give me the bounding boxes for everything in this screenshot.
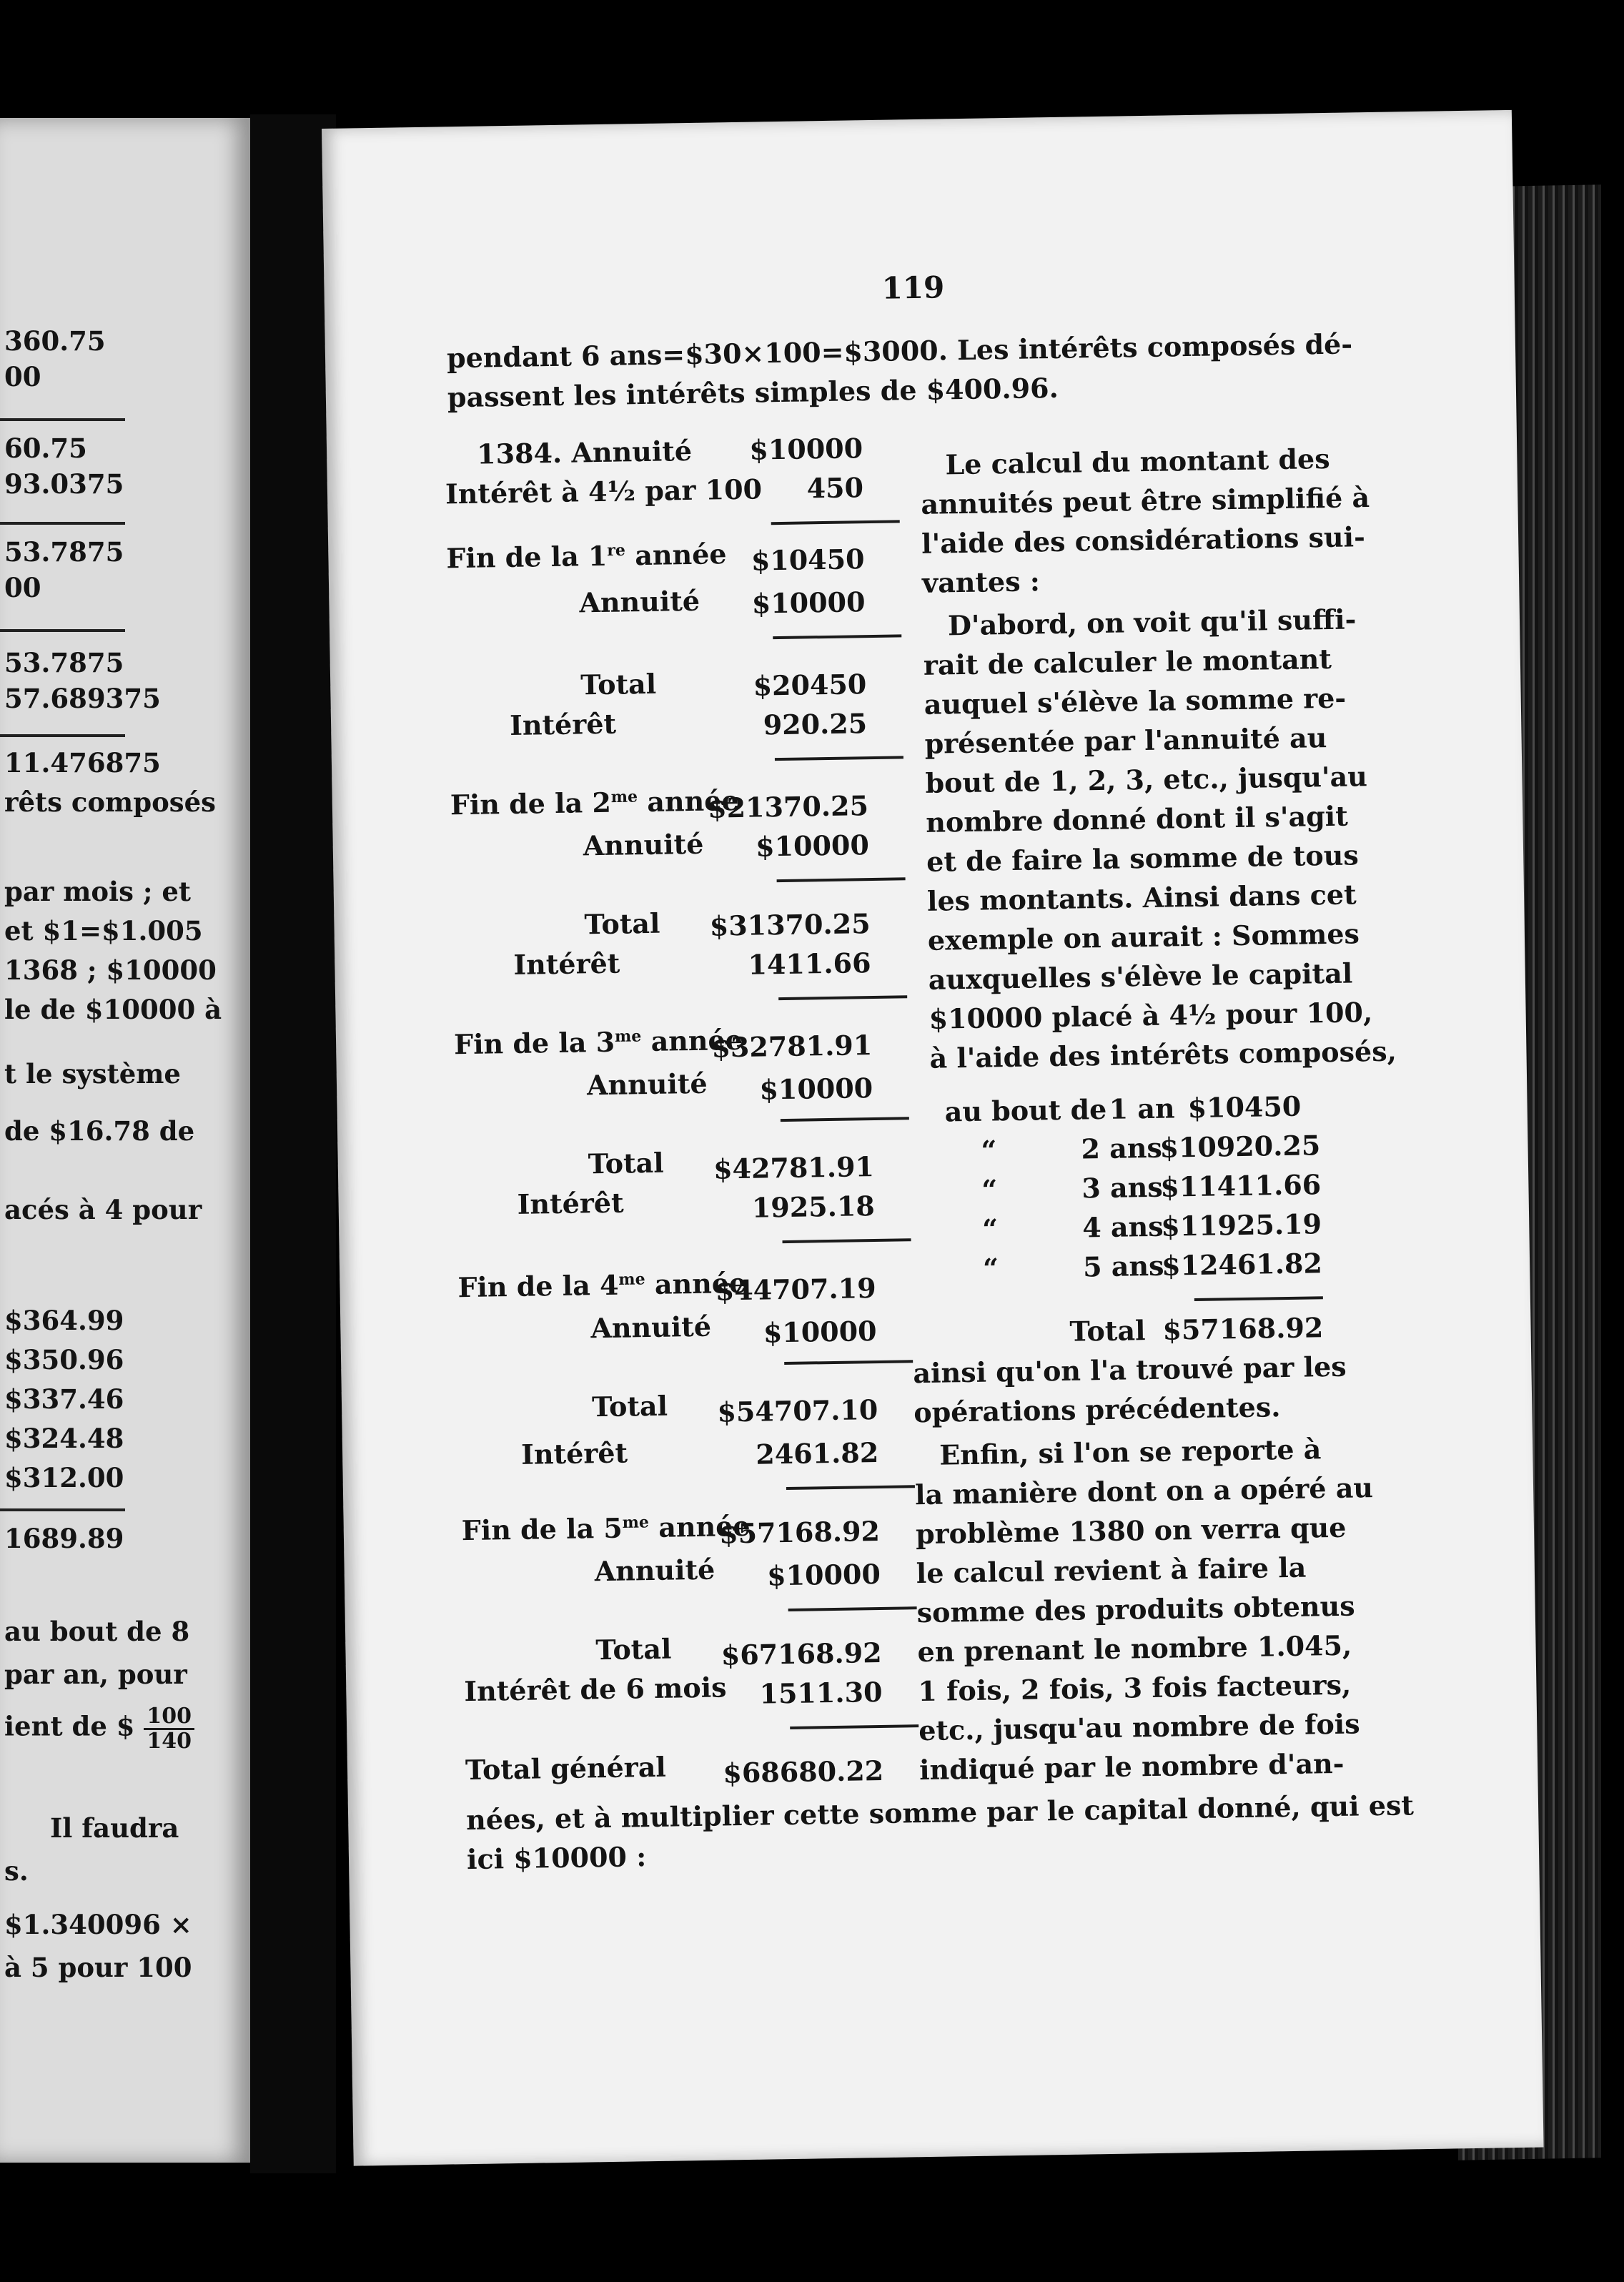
body-line: nées, et à multiplier cette somme par le capital donné, qui est	[465, 1789, 1415, 1837]
table-row-value: $10450	[751, 543, 865, 577]
table-row-label: Total	[595, 1632, 672, 1666]
table-row-label: Total	[588, 1146, 665, 1180]
table-row-value: 1925.18	[751, 1190, 876, 1224]
left-rule	[0, 629, 125, 632]
grand-total-label: Total général	[465, 1750, 667, 1787]
table-row-value: $67168.92	[721, 1636, 882, 1671]
body-line: ainsi qu'on l'a trouvé par les	[913, 1350, 1347, 1390]
table-row-label: Total	[580, 667, 657, 701]
left-line: $350.96	[4, 1344, 124, 1375]
sum-value: $12461.82	[1161, 1247, 1323, 1282]
left-line: 60.75	[4, 433, 87, 464]
sum-mark: “	[981, 1134, 997, 1167]
sum-mark: “	[981, 1173, 998, 1206]
body-line: auquel s'élève la somme re-	[924, 681, 1347, 721]
left-line: à 5 pour 100	[4, 1952, 192, 1983]
body-line: le calcul revient à faire la	[916, 1551, 1307, 1590]
table-row-label: Fin de la $5^{me}$ année	[461, 1509, 751, 1547]
table-row-label: Annuité	[590, 1310, 712, 1345]
sum-rule	[775, 756, 903, 761]
table-row-value: 1411.66	[748, 947, 871, 981]
body-line: auxquelles s'élève le capital	[928, 957, 1353, 996]
table-row-value: $10000	[751, 586, 866, 620]
body-line: annuités peut être simplifié à	[921, 481, 1370, 520]
body-line: exemple on aurait : Sommes	[927, 917, 1360, 957]
left-line: et $1=$1.005	[4, 915, 203, 947]
left-line: par an, pour	[4, 1659, 187, 1690]
sum-value: $10920.25	[1159, 1129, 1321, 1164]
interest-rate-value: 450	[806, 471, 864, 505]
sum-value: $11411.66	[1160, 1168, 1322, 1203]
left-line: 53.7875	[4, 647, 124, 678]
table-row-label: Intérêt de 6 mois	[464, 1671, 727, 1708]
body-line: à l'aide des intérêts composés,	[929, 1034, 1397, 1075]
body-line: bout de 1, 2, 3, etc., jusqu'au	[925, 760, 1368, 799]
table-row-value: $44707.19	[715, 1272, 876, 1307]
sum-mark: au bout de	[944, 1092, 1107, 1128]
left-line: $364.99	[4, 1305, 124, 1336]
body-line: problème 1380 on verra que	[915, 1511, 1347, 1551]
body-line: D'abord, on voit qu'il suffi-	[947, 603, 1357, 642]
body-line: vantes :	[921, 565, 1041, 599]
table-row-label: Annuité	[583, 827, 704, 862]
left-line: $1.340096 ×	[4, 1909, 192, 1940]
body-line: Le calcul du montant des	[945, 442, 1330, 481]
table-row-label: Intérêt	[520, 1436, 628, 1471]
sum-value: $10450	[1187, 1090, 1302, 1125]
body-line: et de faire la somme de tous	[926, 839, 1360, 878]
table-row-value: 2461.82	[755, 1436, 879, 1471]
sum-mark: “	[982, 1252, 999, 1285]
left-rule	[0, 418, 125, 421]
annuity-label: Annuité	[571, 434, 693, 469]
sums-total-label: Total	[1069, 1314, 1146, 1348]
body-line: Enfin, si l'on se reporte à	[939, 1433, 1322, 1471]
previous-page-fragment	[0, 118, 250, 2163]
table-row-label: Total	[584, 907, 660, 941]
left-line: t le système	[4, 1058, 181, 1090]
left-line-text: ient de $	[4, 1710, 135, 1742]
left-line: 1689.89	[4, 1523, 124, 1554]
table-row-value: $10000	[763, 1315, 877, 1349]
left-line: le de $10000 à	[4, 994, 222, 1025]
sums-total-value: $57168.92	[1162, 1311, 1324, 1346]
sum-years: 4 ans	[1081, 1210, 1164, 1244]
body-line: l'aide des considérations sui-	[921, 520, 1366, 560]
annuity-value: $10000	[749, 432, 863, 466]
problem-heading	[476, 434, 693, 470]
left-line: rêts composés	[4, 786, 216, 818]
body-line: les montants. Ainsi dans cet	[926, 878, 1357, 917]
body-line: présentée par l'annuité au	[924, 721, 1327, 760]
sum-years: 3 ans	[1081, 1170, 1164, 1205]
left-line: 57.689375	[4, 683, 161, 714]
left-line: 93.0375	[4, 468, 124, 500]
table-row-value: $54707.10	[717, 1393, 878, 1428]
body-line: somme des produits obtenus	[916, 1589, 1355, 1629]
table-row-value: $10000	[755, 829, 870, 863]
body-line: en prenant le nombre 1.045,	[917, 1629, 1352, 1669]
table-row-value: $21370.25	[707, 789, 869, 824]
left-line: acés à 4 pour	[4, 1194, 202, 1225]
body-line: la manière dont on a opéré au	[914, 1471, 1374, 1511]
sum-rule	[773, 634, 901, 639]
table-row-value: $57168.92	[718, 1514, 881, 1550]
page-number: 119	[881, 270, 945, 306]
left-line: par mois ; et	[4, 876, 191, 907]
left-line: $312.00	[4, 1462, 124, 1493]
intro-line: passent les intérêts simples de $400.96.	[447, 371, 1059, 414]
sum-rule	[778, 995, 907, 1000]
body-line: nombre donné dont il s'agit	[925, 799, 1349, 839]
sum-rule	[786, 1485, 915, 1490]
left-line	[4, 1705, 194, 1752]
left-line: $337.46	[4, 1383, 124, 1415]
body-line: opérations précédentes.	[913, 1391, 1281, 1429]
table-row-value: $31370.25	[709, 907, 871, 942]
table-row-value: $20450	[753, 668, 867, 702]
sum-years: 1 an	[1109, 1092, 1175, 1125]
left-line: 11.476875	[4, 747, 161, 779]
sum-rule	[788, 1606, 917, 1611]
left-line: Il faudra	[50, 1812, 179, 1844]
left-rule	[0, 734, 125, 737]
left-line: 360.75	[4, 325, 106, 357]
sum-rule	[790, 1724, 919, 1729]
table-row-value: $10000	[759, 1072, 873, 1106]
table-row-value: $32781.91	[711, 1029, 873, 1064]
sum-rule	[784, 1360, 913, 1365]
table-row-label: Fin de la $2^{me}$ année	[450, 784, 739, 821]
table-row-label: Total	[591, 1389, 668, 1423]
left-line: 53.7875	[4, 536, 124, 568]
fraction	[144, 1705, 194, 1752]
sum-rule	[771, 520, 900, 525]
left-line: 00	[4, 361, 41, 392]
body-line: indiqué par le nombre d'an-	[919, 1747, 1345, 1787]
table-row-label: Intérêt	[509, 707, 617, 741]
interest-rate-label: Intérêt à 4½ par 100	[445, 473, 763, 510]
sum-value: $11925.19	[1160, 1207, 1322, 1243]
table-row-value: $42781.91	[713, 1150, 875, 1185]
problem-number: 1384.	[476, 436, 563, 470]
left-line: 00	[4, 572, 41, 603]
body-line: ici $10000 :	[466, 1840, 647, 1876]
left-line: $324.48	[4, 1423, 124, 1454]
sum-mark: “	[981, 1212, 999, 1245]
book-gutter	[250, 114, 336, 2173]
sum-years: 5 ans	[1082, 1249, 1164, 1283]
table-row-value: $10000	[766, 1557, 881, 1592]
table-row-label: Fin de la 1re année	[446, 538, 727, 575]
book-page	[322, 110, 1544, 2166]
body-line: $10000 placé à 4½ pour 100,	[929, 996, 1373, 1035]
left-line: au bout de 8	[4, 1616, 190, 1647]
sum-years: 2 ans	[1081, 1131, 1163, 1165]
table-row-label: Annuité	[594, 1553, 716, 1588]
grand-total-value: $68680.22	[723, 1754, 884, 1789]
table-row-label: Fin de la $3^{me}$ année	[453, 1023, 743, 1061]
table-row-label: Fin de la $4^{me}$ année	[457, 1266, 747, 1304]
sum-rule	[777, 877, 906, 882]
table-row-label: Intérêt	[513, 947, 620, 981]
table-row-value: 1511.30	[759, 1675, 883, 1710]
intro-line: pendant 6 ans=$30×100=$3000. Les intérêts composés dé-	[446, 327, 1353, 375]
table-row-value: 920.25	[763, 707, 868, 741]
left-line: 1368 ; $10000	[4, 954, 217, 986]
fraction-denominator: 140	[147, 1728, 192, 1754]
left-rule	[0, 522, 125, 525]
body-line: rait de calculer le montant	[923, 642, 1332, 681]
table-row-label: Annuité	[586, 1067, 708, 1102]
left-rule	[0, 1508, 125, 1511]
left-line: de $16.78 de	[4, 1115, 195, 1147]
sum-rule	[783, 1238, 911, 1243]
body-line: etc., jusqu'au nombre de fois	[918, 1707, 1360, 1747]
table-row-label: Annuité	[579, 584, 700, 619]
table-row-label: Intérêt	[517, 1186, 624, 1220]
fraction-numerator: 100	[144, 1705, 194, 1730]
body-line: 1 fois, 2 fois, 3 fois facteurs,	[918, 1668, 1352, 1708]
left-line: s.	[4, 1855, 29, 1887]
sum-rule	[781, 1117, 909, 1122]
sum-rule	[1194, 1296, 1323, 1301]
